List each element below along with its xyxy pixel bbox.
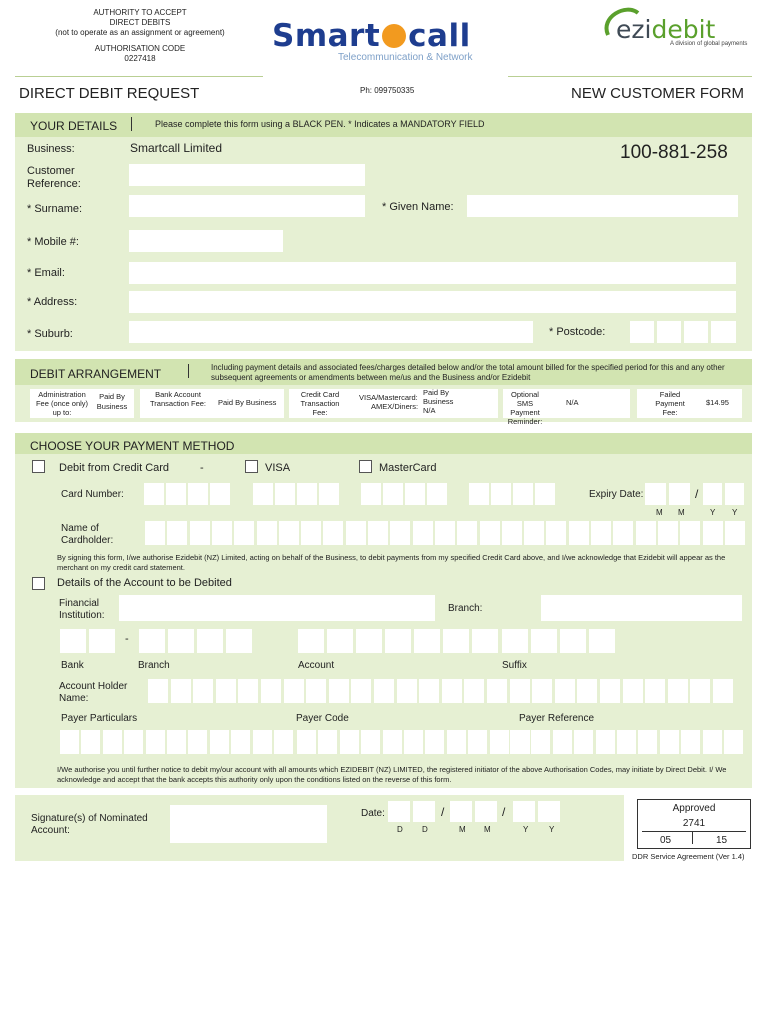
date-letter-y1: Y [523,825,529,834]
payer-char-1[interactable] [60,730,79,754]
given-name-label: * Given Name: [382,201,454,213]
amex-label: AMEX/Diners: [371,402,419,411]
payer-char-23[interactable] [510,730,529,754]
expiry-letter-y2: Y [732,508,738,517]
payment-method-title: CHOOSE YOUR PAYMENT METHOD [30,439,235,453]
card-digit-12[interactable] [427,483,447,505]
postcode-digit-4[interactable] [711,321,736,343]
cardholder-char-24[interactable] [658,521,678,545]
date-letter-y2: Y [549,825,555,834]
date-digit-5[interactable] [513,801,535,822]
smartcall-logo [272,12,502,68]
authorisation-code-label: AUTHORISATION CODE [94,44,186,53]
payer-char-16[interactable] [383,730,402,754]
mobile-field[interactable] [129,230,283,252]
business-label: Business: [27,143,75,155]
bank-digit-15[interactable] [531,629,557,653]
bank-authorise-text: I/We authorise you until further notice to debit my/our account with all amounts which EZIDEBIT (NZ) LIMITED, the registered initiator of the above Authorisation Codes, may initiate by Direct Debit. I/ We acknowledge and accept that the bank accepts this authority only upon the conditions listed on the reverse of this form. [57,765,727,784]
admin-fee-value: Paid By Business [96,392,128,411]
surname-label: * Surname: [27,203,83,215]
payer-char-24[interactable] [531,730,550,754]
payer-char-5[interactable] [146,730,165,754]
account-holder-char-16[interactable] [487,679,507,703]
institution-field[interactable] [119,595,435,621]
failed-fee-value: $14.95 [706,398,729,407]
card-digit-11[interactable] [405,483,425,505]
visa-label: VISA [265,462,291,474]
cardholder-char-23[interactable] [636,521,656,545]
payer-char-20[interactable] [468,730,487,754]
customer-reference-label: Customer Reference: [27,165,81,190]
cardholder-char-12[interactable] [390,521,410,545]
col-suffix-label: Suffix [502,660,527,671]
credit-card-dash: - [200,462,204,474]
smartcall-o-icon [382,24,406,48]
bank-digit-3[interactable] [139,629,165,653]
bank-digit-8[interactable] [327,629,353,653]
expiry-year-2[interactable] [725,483,744,505]
cardholder-char-6[interactable] [257,521,277,545]
authority-block [40,8,240,64]
payer-char-18[interactable] [425,730,444,754]
card-digit-3[interactable] [188,483,208,505]
bank-digit-10[interactable] [385,629,411,653]
payer-char-27[interactable] [596,730,615,754]
admin-fee-label: Administration Fee (once only) up to: [35,390,89,417]
customer-reference-field[interactable] [129,164,365,186]
form-title: NEW CUSTOMER FORM [571,85,745,102]
agreement-version: DDR Service Agreement (Ver 1.4) [632,852,745,861]
sms-fee-value: N/A [566,398,579,407]
authority-line1: AUTHORITY TO ACCEPT [93,8,187,17]
account-holder-char-3[interactable] [193,679,213,703]
account-holder-char-10[interactable] [351,679,371,703]
smartcall-word-2: call [408,18,471,54]
payer-char-19[interactable] [447,730,466,754]
authorisation-code-value: 0227418 [124,54,156,63]
payer-char-29[interactable] [638,730,657,754]
account-holder-char-8[interactable] [306,679,326,703]
account-holder-char-15[interactable] [464,679,484,703]
bank-digit-7[interactable] [298,629,324,653]
payer-char-3[interactable] [103,730,122,754]
payer-char-25[interactable] [553,730,572,754]
account-holder-char-21[interactable] [600,679,620,703]
cardholder-char-7[interactable] [279,521,299,545]
your-details-panel [15,137,752,351]
header-rule-right [508,76,752,77]
payer-char-2[interactable] [81,730,100,754]
debit-arrangement-divider [188,364,189,378]
date-letter-m1: M [459,825,466,834]
cardholder-char-27[interactable] [725,521,745,545]
payer-reference-label: Payer Reference [519,713,595,724]
card-digit-14[interactable] [491,483,511,505]
given-name-field[interactable] [467,195,738,217]
postcode-digit-1[interactable] [630,321,654,343]
approval-rule [642,831,746,832]
address-label: * Address: [27,296,78,308]
branch-field[interactable] [541,595,742,621]
payer-code-label: Payer Code [296,713,349,724]
reference-number: 100-881-258 [620,142,728,163]
authority-line2: DIRECT DEBITS [109,18,171,27]
card-digit-6[interactable] [275,483,295,505]
account-holder-label: Account Holder Name: [59,681,128,704]
account-holder-char-26[interactable] [713,679,733,703]
cardholder-char-20[interactable] [569,521,589,545]
approval-right: 15 [716,835,728,846]
payer-char-11[interactable] [274,730,293,754]
payer-char-28[interactable] [617,730,636,754]
phone-number: Ph: 099750335 [360,86,415,95]
cardholder-char-26[interactable] [703,521,723,545]
approval-label: Approved [672,803,716,814]
postcode-label: * Postcode: [549,326,606,338]
card-digit-9[interactable] [361,483,381,505]
account-holder-char-23[interactable] [645,679,665,703]
mandatory-instruction: Please complete this form using a BLACK PEN. * Indicates a MANDATORY FIELD [155,119,485,129]
header-rule-left [15,76,263,77]
payer-char-7[interactable] [188,730,207,754]
date-label: Date: [361,808,385,819]
date-digit-4[interactable] [475,801,497,822]
cardholder-char-11[interactable] [368,521,388,545]
smartcall-word-1: Smart [272,18,381,54]
approval-divider [692,832,693,844]
bank-digit-6[interactable] [226,629,252,653]
cardholder-char-1[interactable] [145,521,165,545]
business-value: Smartcall Limited [130,141,223,155]
bank-digit-2[interactable] [89,629,115,653]
your-details-title: YOUR DETAILS [30,119,118,133]
date-letter-d2: D [422,825,428,834]
cardholder-char-5[interactable] [234,521,254,545]
payer-char-21[interactable] [490,730,509,754]
cardholder-char-9[interactable] [323,521,343,545]
bank-account-checkbox[interactable] [32,577,45,590]
payer-char-33[interactable] [724,730,743,754]
cardholder-char-18[interactable] [524,521,544,545]
ezidebit-word-2: debit [651,15,716,44]
smartcall-tagline: Telecommunication & Network [338,52,473,63]
visa-mc-label: VISA/Mastercard: [359,393,418,402]
sms-fee-label: Optional SMS Payment Reminder: [507,390,543,426]
failed-fee-label: Failed Payment Fee: [655,390,685,417]
cardholder-char-17[interactable] [502,521,522,545]
payer-char-17[interactable] [404,730,423,754]
payer-char-31[interactable] [681,730,700,754]
account-holder-char-1[interactable] [148,679,168,703]
date-letter-d1: D [397,825,403,834]
payer-char-6[interactable] [167,730,186,754]
card-digit-13[interactable] [469,483,489,505]
institution-label: Financial Institution: [59,598,105,621]
bank-digit-11[interactable] [414,629,440,653]
payer-char-30[interactable] [660,730,679,754]
account-holder-char-25[interactable] [690,679,710,703]
expiry-letter-m2: M [678,508,685,517]
account-holder-char-24[interactable] [668,679,688,703]
email-field[interactable] [129,262,736,284]
authority-line3: (not to operate as an assignment or agreement) [55,28,225,37]
bank-account-label: Details of the Account to be Debited [57,577,232,589]
card-digit-10[interactable] [383,483,403,505]
cardholder-char-15[interactable] [457,521,477,545]
bank-digit-5[interactable] [197,629,223,653]
account-holder-char-14[interactable] [442,679,462,703]
card-number-label: Card Number: [61,489,124,500]
bank-digit-4[interactable] [168,629,194,653]
debit-arrangement-title: DEBIT ARRANGEMENT [30,367,162,381]
account-holder-char-4[interactable] [216,679,236,703]
expiry-year-1[interactable] [703,483,722,505]
card-digit-8[interactable] [319,483,339,505]
card-digit-4[interactable] [210,483,230,505]
account-holder-char-6[interactable] [261,679,281,703]
card-digit-16[interactable] [535,483,555,505]
cc-fee-label: Credit Card Transaction Fee: [300,390,340,417]
bank-dash: - [125,633,129,645]
date-digit-6[interactable] [538,801,560,822]
card-digit-15[interactable] [513,483,533,505]
suburb-label: * Suburb: [27,328,73,340]
account-holder-char-11[interactable] [374,679,394,703]
cardholder-char-21[interactable] [591,521,611,545]
expiry-label: Expiry Date: [589,489,644,500]
bank-digit-14[interactable] [502,629,528,653]
card-digit-2[interactable] [166,483,186,505]
cc-authorise-text: By signing this form, I/we authorise Ezidebit (NZ) Limited, acting on behalf of the Business, to debit payments from my specified Credit Card above, and I/we acknowledge that Ezidebit will appear as the merchant on my credit card statement. [57,553,726,572]
signature-field[interactable] [170,805,327,843]
ezidebit-logo [600,3,760,53]
account-holder-char-2[interactable] [171,679,191,703]
payer-char-14[interactable] [340,730,359,754]
account-holder-char-20[interactable] [577,679,597,703]
payer-char-26[interactable] [574,730,593,754]
bank-digit-13[interactable] [472,629,498,653]
visa-checkbox[interactable] [245,460,258,473]
cardholder-char-22[interactable] [613,521,633,545]
postcode-digit-3[interactable] [684,321,708,343]
date-letter-m2: M [484,825,491,834]
cardholder-char-16[interactable] [480,521,500,545]
payer-particulars-label: Payer Particulars [61,713,138,724]
expiry-month-1[interactable] [645,483,666,505]
account-holder-char-13[interactable] [419,679,439,703]
expiry-slash: / [695,487,699,501]
account-holder-char-9[interactable] [329,679,349,703]
bank-digit-1[interactable] [60,629,86,653]
card-digit-1[interactable] [144,483,164,505]
bank-digit-12[interactable] [443,629,469,653]
col-bank-label: Bank [61,660,84,671]
branch-field-label: Branch: [448,603,483,614]
postcode-digit-2[interactable] [657,321,681,343]
visa-mc-value: Paid By Business [423,388,454,406]
cardholder-char-10[interactable] [346,521,366,545]
page-title: DIRECT DEBIT REQUEST [19,85,200,102]
cardholder-char-4[interactable] [212,521,232,545]
account-holder-char-19[interactable] [555,679,575,703]
card-digit-5[interactable] [253,483,273,505]
payer-char-13[interactable] [318,730,337,754]
account-holder-char-12[interactable] [397,679,417,703]
account-holder-char-17[interactable] [510,679,530,703]
date-slash-1: / [441,805,445,819]
mobile-label: * Mobile #: [27,236,79,248]
bank-digit-9[interactable] [356,629,382,653]
expiry-letter-y1: Y [710,508,716,517]
mastercard-label: MasterCard [379,462,437,474]
expiry-month-2[interactable] [669,483,690,505]
credit-card-checkbox[interactable] [32,460,45,473]
payer-char-4[interactable] [124,730,143,754]
debit-arrangement-note: Including payment details and associated fees/charges detailed below and/or the total amount billed for the specified period for this and any other subsequent agreements or amendments between me/us and the Business and/or Ezidebit [211,363,725,382]
col-branch-label: Branch [138,660,170,671]
account-holder-char-5[interactable] [238,679,258,703]
bank-digit-16[interactable] [560,629,586,653]
payer-char-10[interactable] [253,730,272,754]
cardholder-char-8[interactable] [301,521,321,545]
payer-char-15[interactable] [361,730,380,754]
payer-char-12[interactable] [297,730,316,754]
credit-card-label: Debit from Credit Card [59,462,170,474]
mastercard-checkbox[interactable] [359,460,372,473]
cardholder-char-25[interactable] [680,521,700,545]
bank-fee-label: Bank Account Transaction Fee: [150,390,206,408]
approval-left: 05 [660,835,672,846]
payer-char-9[interactable] [231,730,250,754]
payer-char-8[interactable] [210,730,229,754]
amex-value: N/A [423,406,436,415]
your-details-divider [131,117,132,131]
card-digit-7[interactable] [297,483,317,505]
signature-label: Signature(s) of Nominated Account: [31,813,148,836]
date-slash-2: / [502,805,506,819]
col-account-label: Account [298,660,335,671]
cardholder-char-2[interactable] [167,521,187,545]
suburb-field[interactable] [129,321,533,343]
surname-field[interactable] [129,195,365,217]
cardholder-label: Name of Cardholder: [61,523,114,546]
bank-digit-17[interactable] [589,629,615,653]
cardholder-char-3[interactable] [190,521,210,545]
approval-number: 2741 [682,818,706,829]
account-holder-char-18[interactable] [532,679,552,703]
account-holder-char-22[interactable] [623,679,643,703]
cardholder-char-13[interactable] [413,521,433,545]
ezidebit-tagline: A division of global payments [670,41,748,47]
date-digit-2[interactable] [413,801,435,822]
date-digit-3[interactable] [450,801,472,822]
email-label: * Email: [27,267,65,279]
cardholder-char-14[interactable] [435,521,455,545]
date-digit-1[interactable] [388,801,410,822]
address-field[interactable] [129,291,736,313]
cardholder-char-19[interactable] [546,521,566,545]
ezidebit-word-1: ezi [616,15,652,44]
expiry-letter-m1: M [656,508,663,517]
payer-char-32[interactable] [703,730,722,754]
account-holder-char-7[interactable] [284,679,304,703]
bank-fee-value: Paid By Business [218,398,277,407]
